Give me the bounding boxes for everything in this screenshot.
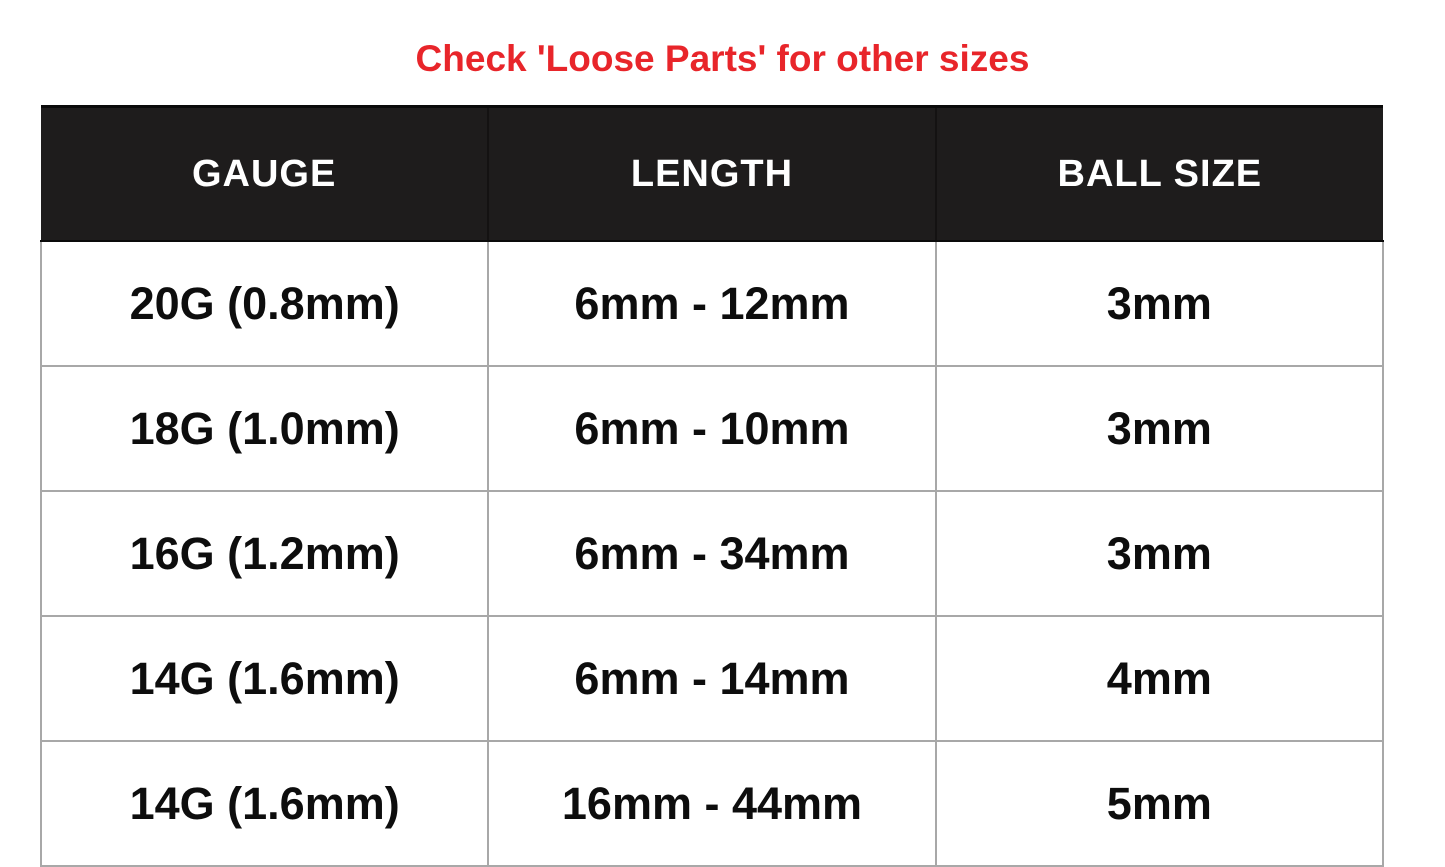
- cell-gauge: 16G (1.2mm): [41, 491, 488, 616]
- page-title: Check 'Loose Parts' for other sizes: [415, 38, 1030, 79]
- table-row: [41, 241, 1383, 366]
- cell-ball-size: 5mm: [936, 741, 1383, 866]
- size-table: [40, 105, 1384, 867]
- size-table-body: [41, 241, 1383, 866]
- cell-ball-size: 3mm: [936, 491, 1383, 616]
- cell-gauge: 14G (1.6mm): [41, 741, 488, 866]
- table-row: [41, 491, 1383, 616]
- cell-ball-size: 4mm: [936, 616, 1383, 741]
- cell-gauge: 14G (1.6mm): [41, 616, 488, 741]
- cell-gauge: 20G (0.8mm): [41, 241, 488, 366]
- cell-length: 16mm - 44mm: [488, 741, 935, 866]
- header-cell-gauge: GAUGE: [41, 107, 488, 242]
- table-row: [41, 366, 1383, 491]
- header-row: [41, 107, 1383, 242]
- table-row: [41, 741, 1383, 866]
- size-table-header: [41, 107, 1383, 242]
- cell-length: 6mm - 12mm: [488, 241, 935, 366]
- header-cell-length: LENGTH: [488, 107, 935, 242]
- cell-length: 6mm - 10mm: [488, 366, 935, 491]
- cell-ball-size: 3mm: [936, 366, 1383, 491]
- header-cell-ball-size: BALL SIZE: [936, 107, 1383, 242]
- cell-length: 6mm - 34mm: [488, 491, 935, 616]
- cell-ball-size: 3mm: [936, 241, 1383, 366]
- cell-gauge: 18G (1.0mm): [41, 366, 488, 491]
- cell-length: 6mm - 14mm: [488, 616, 935, 741]
- table-row: [41, 616, 1383, 741]
